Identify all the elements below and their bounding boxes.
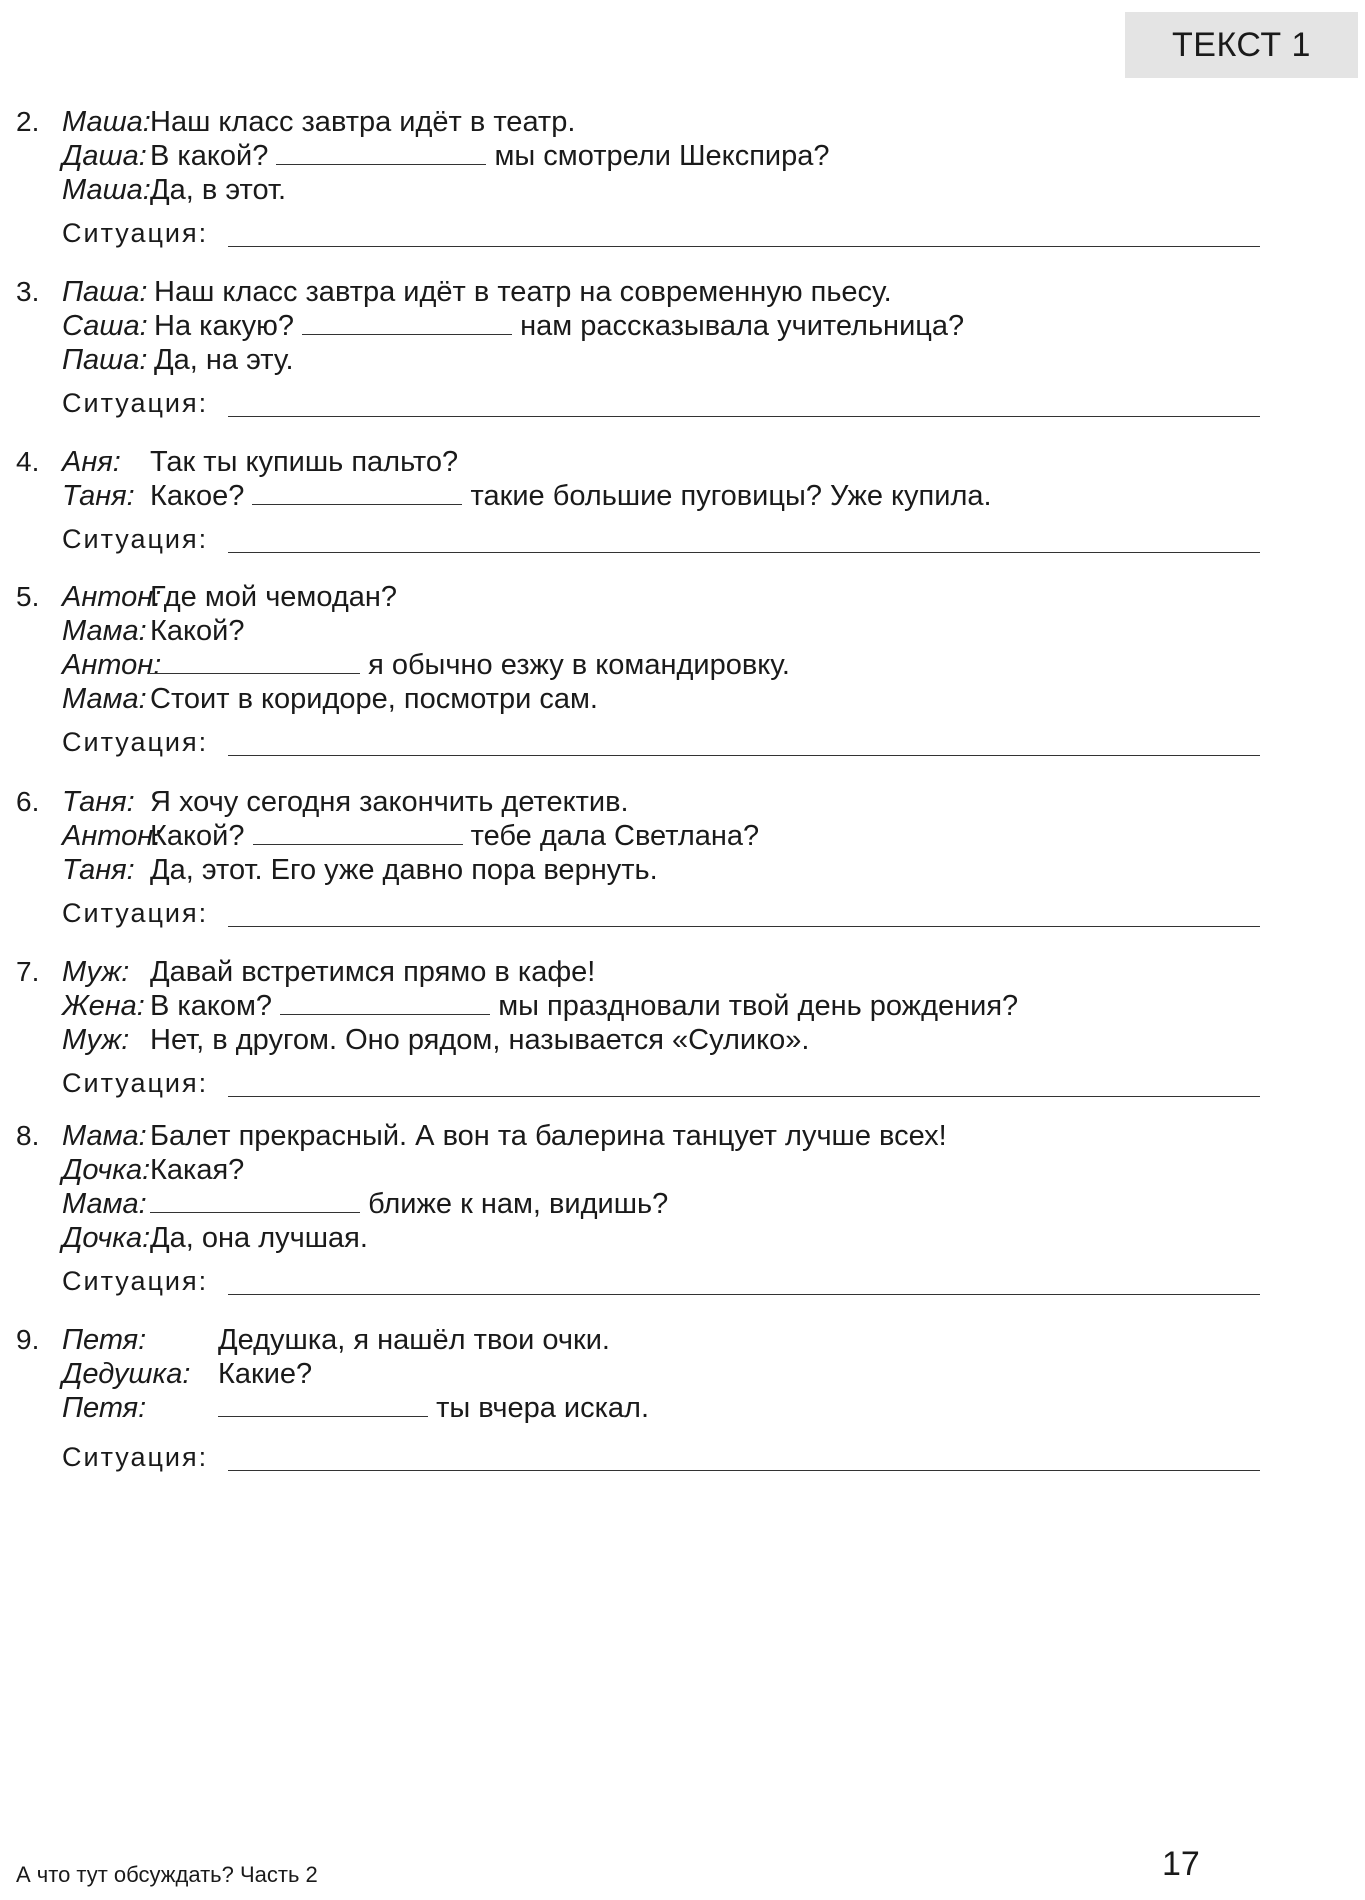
situation-row bbox=[62, 727, 1365, 761]
speaker: Петя: bbox=[62, 1392, 147, 1424]
situation-row bbox=[62, 524, 1365, 558]
utterance-before: Какое? bbox=[150, 480, 245, 512]
fill-in-blank[interactable] bbox=[253, 820, 463, 845]
speaker: Паша: bbox=[62, 276, 148, 308]
situation-answer-line[interactable] bbox=[228, 1096, 1260, 1097]
utterance: Стоит в коридоре, посмотри сам. bbox=[150, 683, 598, 715]
situation-label: Ситуация: bbox=[62, 218, 209, 248]
speaker: Мама: bbox=[62, 683, 147, 715]
utterance-after: ты вчера искал. bbox=[436, 1392, 650, 1424]
utterance: Да, на эту. bbox=[154, 344, 294, 376]
utterance: Да, этот. Его уже давно пора вернуть. bbox=[150, 854, 658, 886]
speaker: Саша: bbox=[62, 310, 148, 342]
situation-row bbox=[62, 388, 1365, 422]
speaker: Маша: bbox=[62, 106, 151, 138]
situation-answer-line[interactable] bbox=[228, 755, 1260, 756]
situation-label: Ситуация: bbox=[62, 388, 209, 418]
speaker: Даша: bbox=[62, 140, 147, 172]
exercise-number: 9. bbox=[16, 1324, 40, 1355]
speaker: Аня: bbox=[62, 446, 121, 478]
situation-label: Ситуация: bbox=[62, 524, 209, 554]
utterance-before: В каком? bbox=[150, 990, 273, 1022]
utterance: Да, она лучшая. bbox=[150, 1222, 368, 1254]
utterance: Какой? bbox=[150, 615, 245, 647]
situation-label: Ситуация: bbox=[62, 1068, 209, 1098]
situation-label: Ситуация: bbox=[62, 898, 209, 928]
utterance-before: Какой? bbox=[150, 820, 245, 852]
section-tab bbox=[1125, 12, 1358, 78]
situation-answer-line[interactable] bbox=[228, 1470, 1260, 1471]
situation-row bbox=[62, 1442, 1365, 1476]
situation-answer-line[interactable] bbox=[228, 926, 1260, 927]
fill-in-blank[interactable] bbox=[280, 990, 490, 1015]
speaker: Антон: bbox=[62, 820, 162, 852]
situation-label: Ситуация: bbox=[62, 727, 209, 757]
fill-in-blank[interactable] bbox=[150, 649, 360, 674]
exercise-number: 7. bbox=[16, 956, 40, 987]
utterance-after: нам рассказывала учительница? bbox=[520, 310, 965, 342]
utterance: Наш класс завтра идёт в театр. bbox=[150, 106, 576, 138]
utterance: Так ты купишь пальто? bbox=[150, 446, 459, 478]
utterance: Какая? bbox=[150, 1154, 245, 1186]
utterance-after: такие большие пуговицы? Уже купила. bbox=[470, 480, 992, 512]
situation-label: Ситуация: bbox=[62, 1266, 209, 1296]
speaker: Антон: bbox=[62, 649, 162, 681]
exercise-number: 8. bbox=[16, 1120, 40, 1151]
exercise-number: 3. bbox=[16, 276, 40, 307]
situation-row bbox=[62, 218, 1365, 252]
situation-row bbox=[62, 1068, 1365, 1102]
fill-in-blank[interactable] bbox=[218, 1392, 428, 1417]
speaker: Мама: bbox=[62, 1120, 147, 1152]
utterance-before: В какой? bbox=[150, 140, 269, 172]
fill-in-blank[interactable] bbox=[150, 1188, 360, 1213]
speaker: Дедушка: bbox=[62, 1358, 191, 1390]
utterance: Дедушка, я нашёл твои очки. bbox=[218, 1324, 610, 1356]
speaker: Антон: bbox=[62, 581, 162, 613]
situation-row bbox=[62, 898, 1365, 932]
utterance: Давай встретимся прямо в кафе! bbox=[150, 956, 596, 988]
section-tab-label: ТЕКСТ 1 bbox=[1172, 25, 1311, 64]
situation-answer-line[interactable] bbox=[228, 552, 1260, 553]
fill-in-blank[interactable] bbox=[276, 140, 486, 165]
speaker: Таня: bbox=[62, 854, 135, 886]
utterance: Я хочу сегодня закончить детектив. bbox=[150, 786, 629, 818]
utterance-after: мы смотрели Шекспира? bbox=[494, 140, 830, 172]
speaker: Муж: bbox=[62, 1024, 130, 1056]
book-title: А что тут обсуждать? Часть 2 bbox=[16, 1862, 318, 1887]
utterance: Балет прекрасный. А вон та балерина танцует лучше всех! bbox=[150, 1120, 947, 1152]
utterance-before: На какую? bbox=[154, 310, 294, 342]
utterance-after: ближе к нам, видишь? bbox=[368, 1188, 669, 1220]
exercise-number: 2. bbox=[16, 106, 40, 137]
speaker: Таня: bbox=[62, 786, 135, 818]
utterance: Да, в этот. bbox=[150, 174, 287, 206]
speaker: Петя: bbox=[62, 1324, 147, 1356]
speaker: Мама: bbox=[62, 615, 147, 647]
exercise-number: 4. bbox=[16, 446, 40, 477]
utterance-after: тебе дала Светлана? bbox=[470, 820, 760, 852]
speaker: Муж: bbox=[62, 956, 130, 988]
exercise-number: 5. bbox=[16, 581, 40, 612]
utterance: Где мой чемодан? bbox=[150, 581, 398, 613]
utterance-after: я обычно езжу в командировку. bbox=[368, 649, 790, 681]
exercise-number: 6. bbox=[16, 786, 40, 817]
speaker: Мама: bbox=[62, 1188, 147, 1220]
situation-row bbox=[62, 1266, 1365, 1300]
speaker: Таня: bbox=[62, 480, 135, 512]
utterance-after: мы праздновали твой день рождения? bbox=[498, 990, 1019, 1022]
fill-in-blank[interactable] bbox=[302, 310, 512, 335]
situation-answer-line[interactable] bbox=[228, 1294, 1260, 1295]
speaker: Паша: bbox=[62, 344, 148, 376]
fill-in-blank[interactable] bbox=[252, 480, 462, 505]
speaker: Дочка: bbox=[62, 1222, 151, 1254]
speaker: Дочка: bbox=[62, 1154, 151, 1186]
page-number: 17 bbox=[1162, 1845, 1200, 1883]
utterance: Какие? bbox=[218, 1358, 313, 1390]
utterance: Наш класс завтра идёт в театр на современную пьесу. bbox=[154, 276, 892, 308]
situation-answer-line[interactable] bbox=[228, 246, 1260, 247]
situation-label: Ситуация: bbox=[62, 1442, 209, 1472]
speaker: Жена: bbox=[62, 990, 145, 1022]
speaker: Маша: bbox=[62, 174, 151, 206]
utterance: Нет, в другом. Оно рядом, называется «Сулико». bbox=[150, 1024, 810, 1056]
situation-answer-line[interactable] bbox=[228, 416, 1260, 417]
